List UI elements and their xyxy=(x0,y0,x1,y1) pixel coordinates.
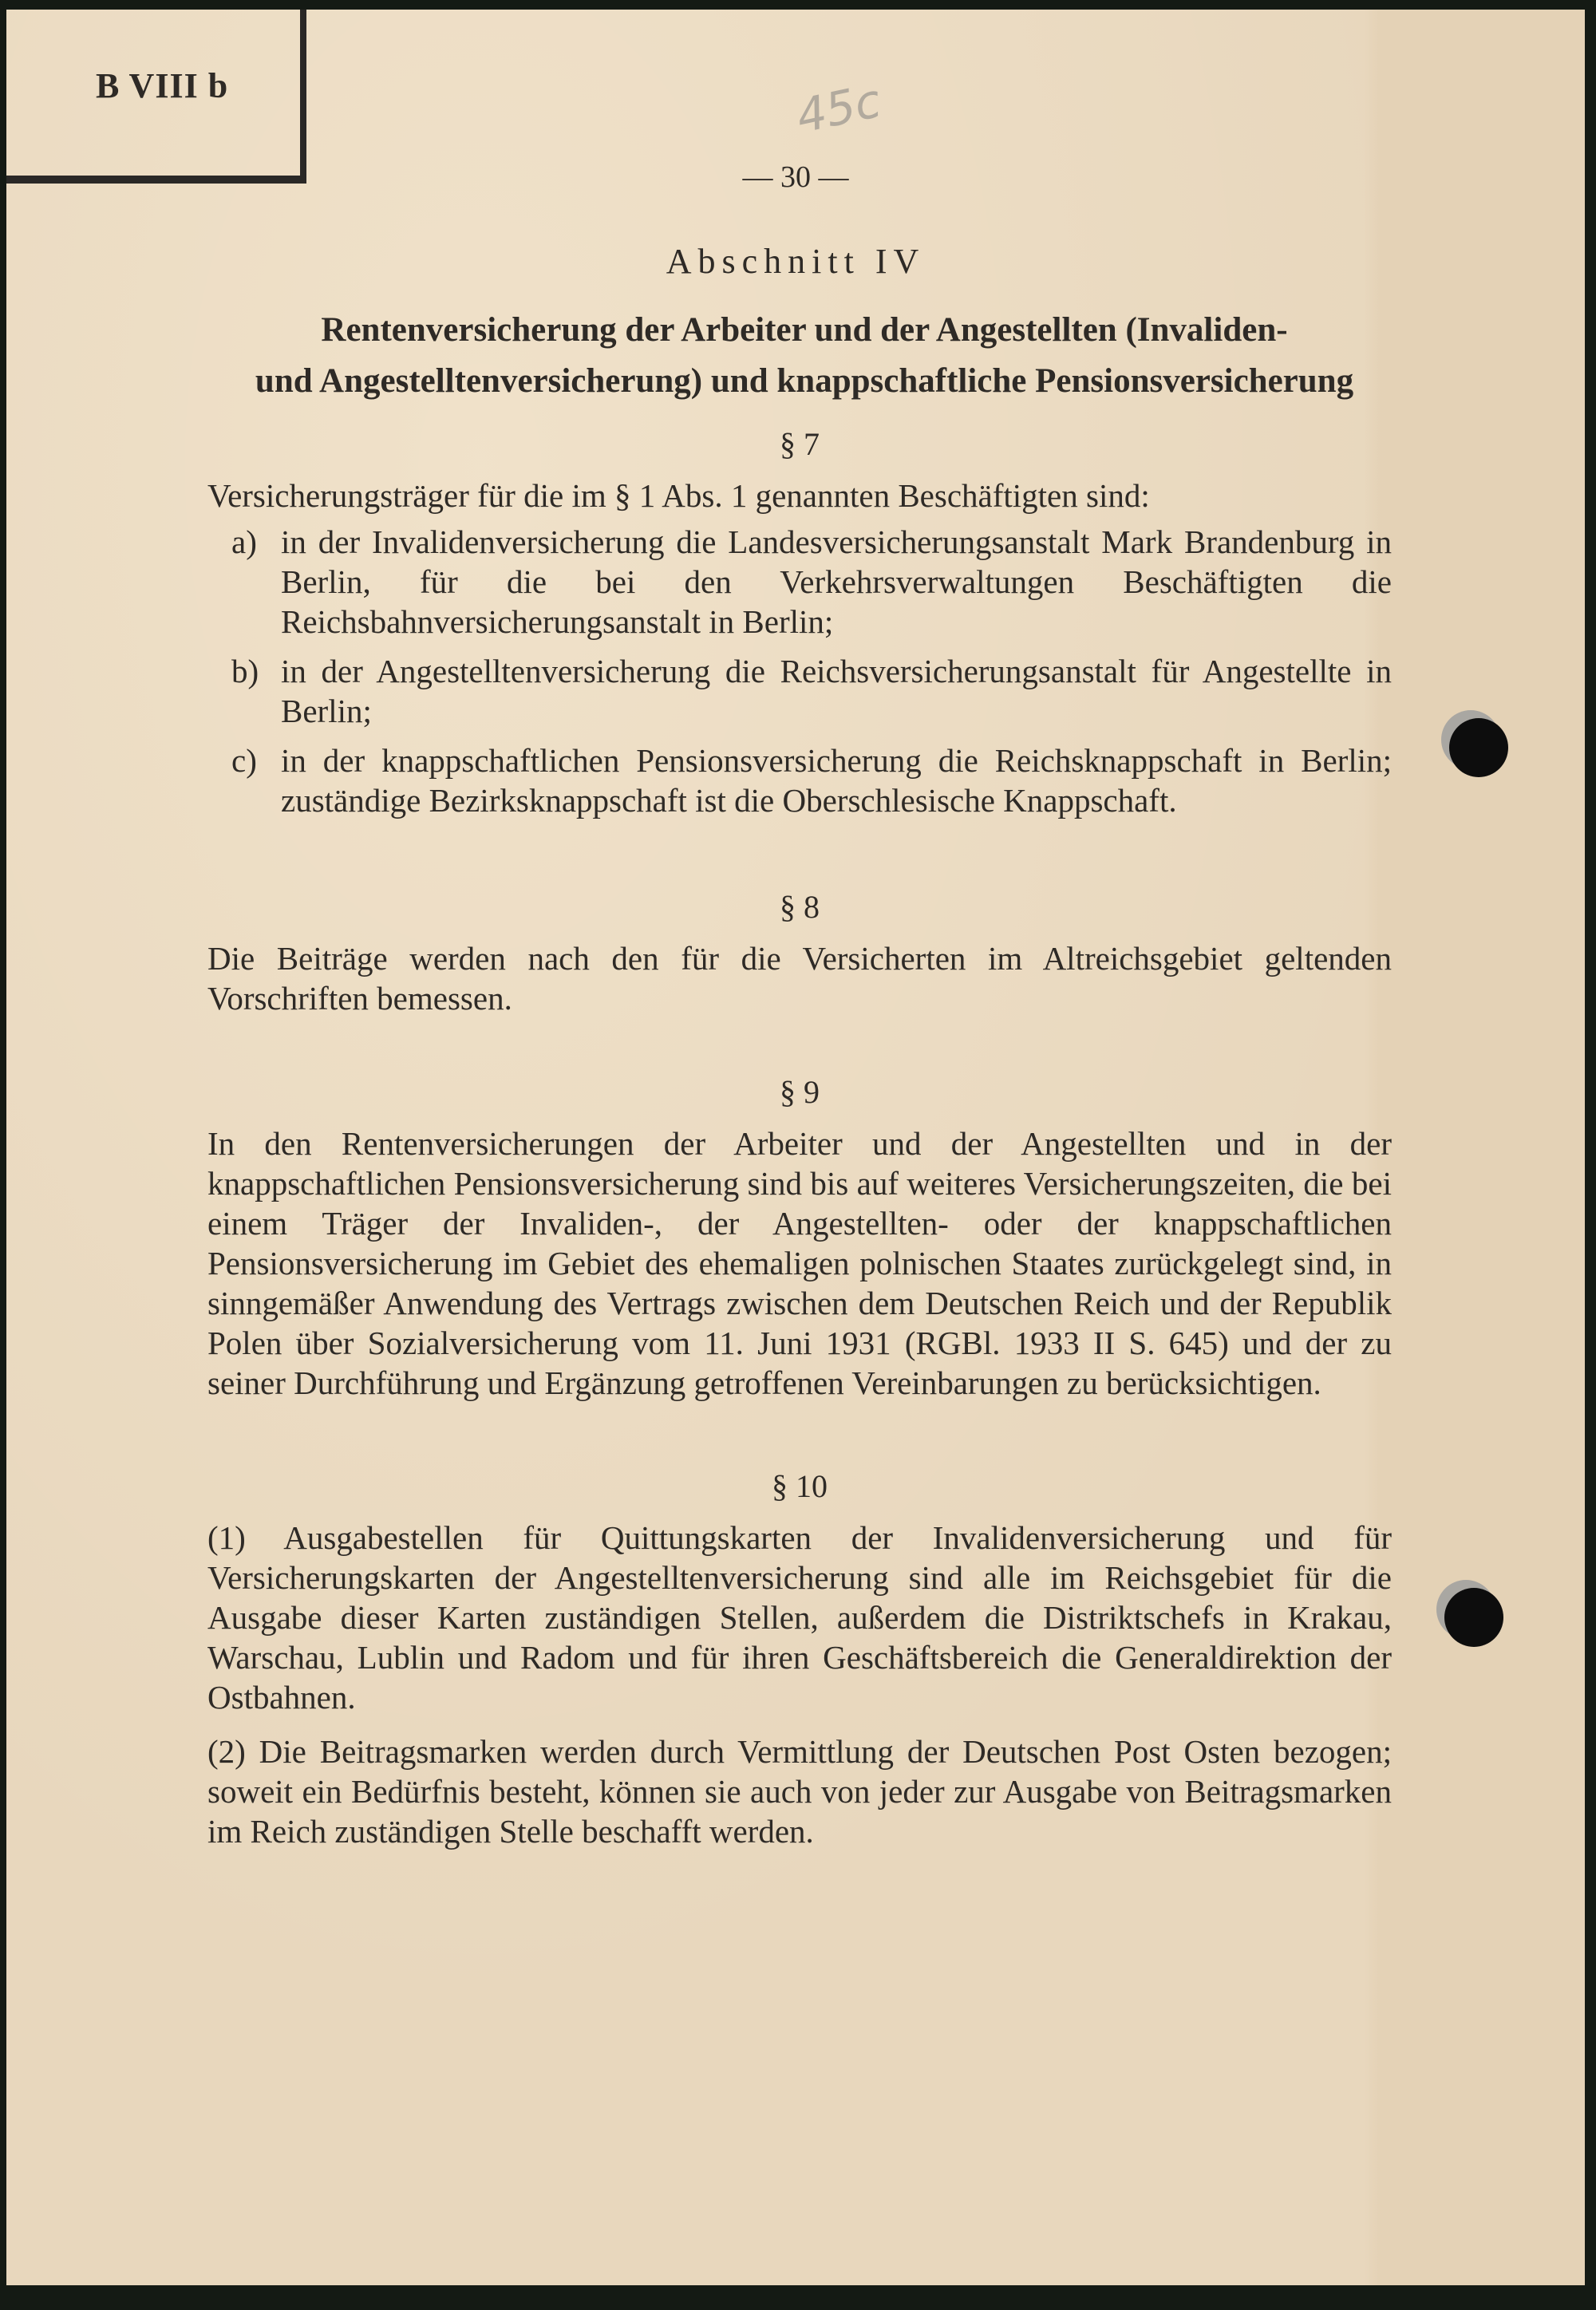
paragraph-intro: Versicherungsträger für die im § 1 Abs. 1 genannten Beschäftigten sind: xyxy=(207,477,1150,514)
punch-hole xyxy=(1444,1588,1503,1647)
list-label: c) xyxy=(231,742,257,779)
classification-stamp: B VIII b xyxy=(96,66,229,105)
section-title: Abschnitt IV xyxy=(666,242,926,281)
paragraph-mark: § 10 xyxy=(772,1468,828,1504)
list-item xyxy=(207,651,1392,731)
paragraph-mark: § 7 xyxy=(780,426,820,462)
paragraph-mark: § 8 xyxy=(780,889,820,925)
paragraph-text: In den Rentenversicherungen der Arbeiter und der Angestellten und in der knappschaftlichen Pensionsversicherung sind bis auf weiteres Versicherungszeiten, die bei einem Träger der Invaliden-, der Angestellten- oder der knappschaftlichen Pensionsversicherung im Gebiet des ehemaligen polnischen Staates zurückgelegt sind, in sinngemäßer Anwendung des Vertrags zwischen dem Deutschen Reich und der Republik Polen über Sozialversicherung vom 11. Juni 1931 (RGBl. 1933 II S. 645) und der zu seiner Durchführung und Ergänzung getroffenen Vereinbarungen zu berücksichtigen. xyxy=(207,1125,1392,1401)
list-label: a) xyxy=(231,523,257,560)
paragraph-8 xyxy=(207,887,1392,1018)
list-text: in der knappschaftlichen Pensionsversicherung die Reichsknappschaft in Berlin; zuständige Bezirksknappschaft ist die Oberschlesische Knappschaft. xyxy=(281,742,1392,819)
punch-hole xyxy=(1449,718,1508,777)
paragraph-text-2: (2) Die Beitragsmarken werden durch Vermittlung der Deutschen Post Osten bezogen; soweit ein Bedürfnis besteht, können sie auch von jeder zur Ausgabe von Beitragsmarken im Reich zuständigen Stelle beschafft werden. xyxy=(207,1733,1392,1850)
document-body xyxy=(207,424,1392,1858)
paragraph-mark: § 9 xyxy=(780,1074,820,1110)
list-item xyxy=(207,740,1392,820)
heading-line-2: und Angestelltenversicherung) und knappschaftliche Pensionsversicherung xyxy=(255,362,1354,400)
section-heading xyxy=(206,305,1403,407)
paragraph-text: Die Beiträge werden nach den für die Versicherten im Altreichsgebiet geltenden Vorschriften bemessen. xyxy=(207,940,1392,1017)
document-page xyxy=(6,10,1585,2285)
heading-line-1: Rentenversicherung der Arbeiter und der Angestellten (Invaliden- xyxy=(321,311,1288,349)
list-text: in der Angestelltenversicherung die Reichsversicherungsanstalt für Angestellte in Berlin; xyxy=(281,653,1392,729)
page-number: — 30 — xyxy=(742,160,849,194)
carrier-list xyxy=(207,522,1392,820)
handwritten-annotation: 45c xyxy=(792,73,886,144)
list-item xyxy=(207,522,1392,642)
list-text: in der Invalidenversicherung die Landesversicherungsanstalt Mark Brandenburg in Berlin, für die bei den Verkehrsverwaltungen Beschäftigten die Reichsbahnversicherungsanstalt in Berlin; xyxy=(281,523,1392,640)
paragraph-text-1: (1) Ausgabestellen für Quittungskarten der Invalidenversicherung und für Versicherungskarten der Angestelltenversicherung sind alle im Reichsgebiet für die Ausgabe dieser Karten zuständigen Stellen, außerdem die Distriktschefs in Krakau, Warschau, Lublin und Radom und für ihren Geschäftsbereich die Generaldirektion der Ostbahnen. xyxy=(207,1519,1392,1716)
classification-box xyxy=(6,10,306,184)
paragraph-10 xyxy=(207,1467,1392,1851)
list-label: b) xyxy=(231,653,259,689)
paragraph-9 xyxy=(207,1072,1392,1403)
paragraph-7 xyxy=(207,424,1392,820)
